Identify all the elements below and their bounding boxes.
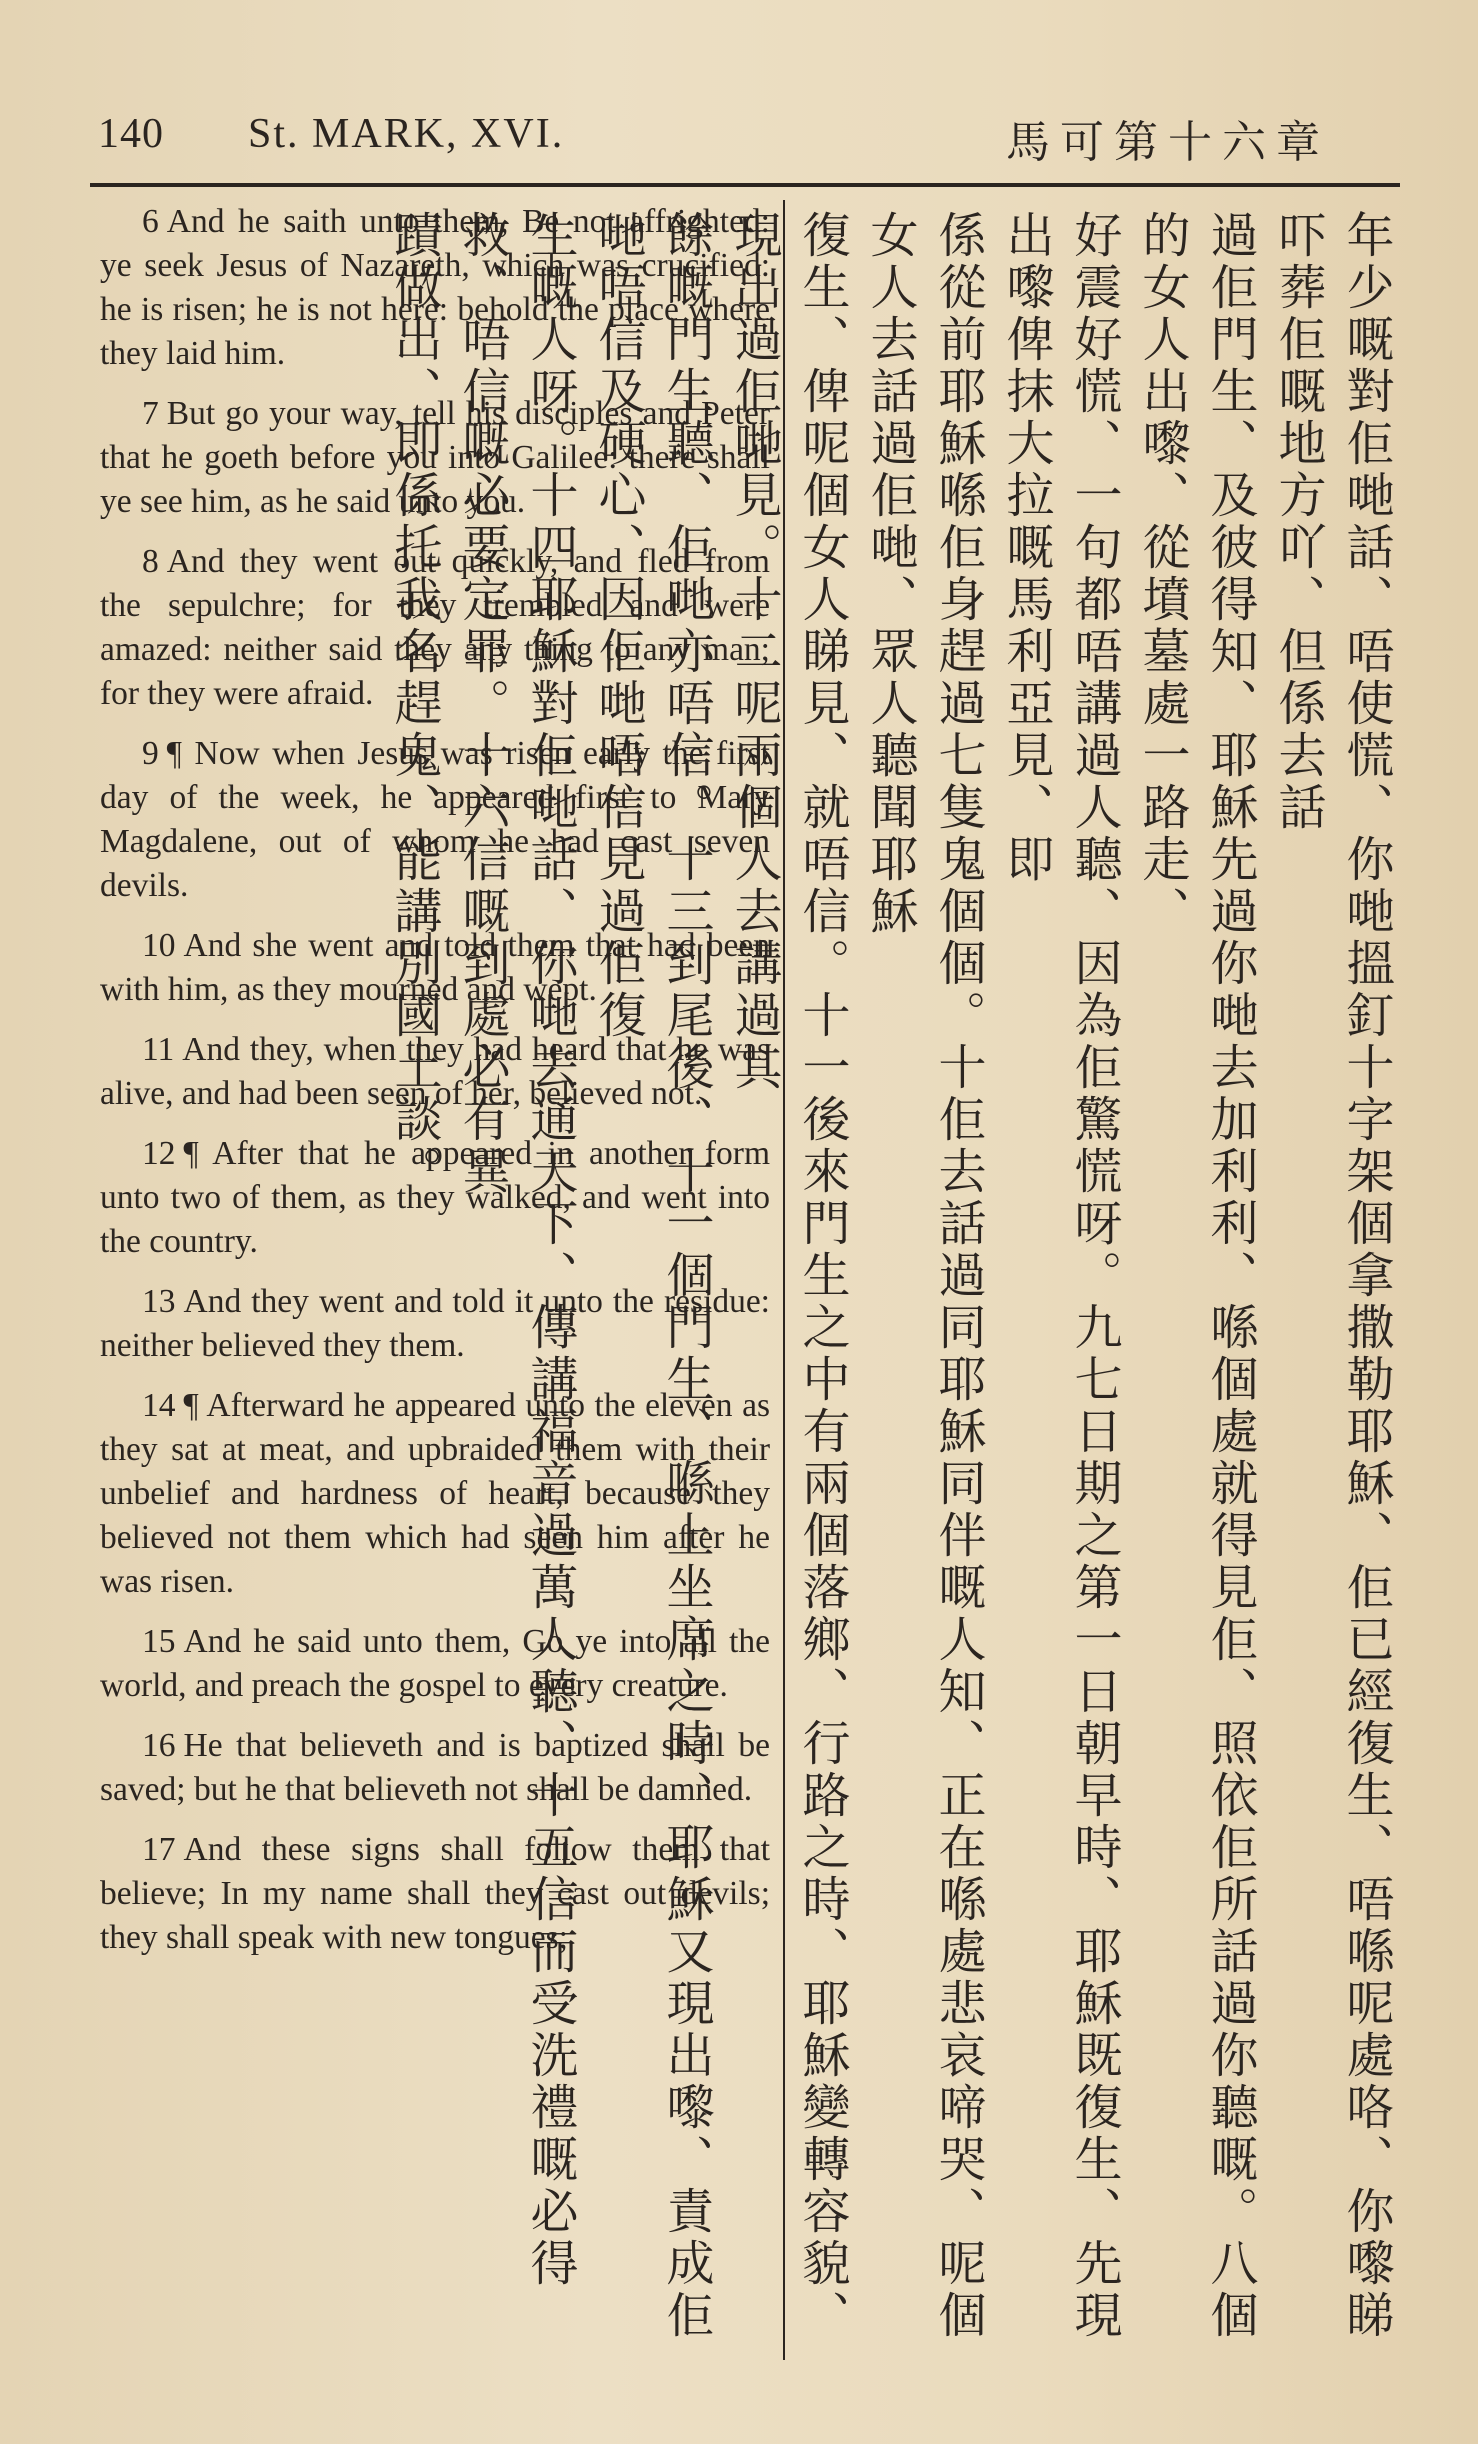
verse-number: 13 — [142, 1283, 176, 1320]
chinese-text-column: 係從前耶穌喺佢身趕過七隻鬼個個。十佢去話過同耶穌同伴嘅人知、正在喺處悲哀啼哭、呢個女人去話過佢哋、眾人聽聞耶穌 — [862, 210, 986, 2342]
verse-text: ¶ After that he appeared in another form unto two of them, as they walked, and went into the country. — [100, 1135, 770, 1260]
verse-number: 12 — [142, 1135, 176, 1172]
verse-text: And they went out quickly, and fled from the sepulchre; for they trembled and were amazed: neither said they any thing to any man; for they were afraid. — [100, 543, 770, 712]
verse-text: ¶ Now when Jesus was risen early the first day of the week, he appeared first to Mary Magdalene, out of whom he had cast seven devils. — [100, 735, 770, 904]
verse-number: 15 — [142, 1623, 176, 1660]
chinese-text-column: 年少嘅對佢哋話、唔使慌、你哋搵釘十字架個拿撒勒耶穌、佢已經復生、唔喺呢處咯、你嚟睇吓葬佢嘅地方吖、但係去話 — [1270, 210, 1394, 2342]
verse-number: 7 — [142, 395, 159, 432]
verse-number: 11 — [142, 1031, 175, 1068]
book-title: St. MARK, XVI. — [248, 111, 565, 157]
chinese-chapter-title: 馬可第十六章 — [1006, 117, 1330, 168]
page-header — [90, 100, 1330, 170]
chinese-text-column: 生嘅人呀。十四耶穌對佢哋話、你哋去通天下、傳講福音過萬人聽、十五信而受洗禮嘅必得救、唔信嘅必要定罪。十六信嘅到處必有異 — [454, 210, 578, 2290]
verse-text: And he said unto them, Go ye into all the world, and preach the gospel to every creature. — [100, 1623, 770, 1704]
verse-number: 14 — [142, 1387, 176, 1424]
verse-number: 9 — [142, 735, 159, 772]
header-rule — [90, 183, 1400, 187]
verse-text: He that believeth and is baptized shall be saved; but he that believeth not shall be damned. — [100, 1727, 770, 1808]
chinese-text-column: 餘嘅門生聽、佢哋亦唔信。十三到尾後、十一個門生、喺上坐席之時、耶穌又現出嚟、責成佢哋唔信及硬心、因佢哋唔信見過佢復 — [590, 210, 714, 2342]
verse-text: And she went and told them that had been with him, as they mourned and wept. — [100, 927, 770, 1008]
verse-number: 6 — [142, 203, 159, 240]
verse-text: And they, when they had heard that he was alive, and had been seen of her, believed not. — [100, 1031, 770, 1112]
verse-text: And these signs shall follow them that believe; In my name shall they cast out devils; they shall speak with new tongues; — [100, 1831, 770, 1956]
chinese-text-column: 好震好慌、一句都唔講過人聽、因為佢驚慌呀。九七日期之第一日朝早時、耶穌既復生、先現出嚟俾抹大拉嘅馬利亞見、即 — [998, 210, 1122, 2342]
verse-number: 10 — [142, 927, 176, 964]
page-number: 140 — [98, 111, 164, 157]
verse-text: And he saith unto them, Be not affrighted: ye seek Jesus of Nazareth, which was crucified: he is risen; he is not here: behold the place where they laid him. — [100, 203, 770, 372]
verse-number: 17 — [142, 1831, 176, 1868]
verse-number: 16 — [142, 1727, 176, 1764]
chinese-text-column: 復生、俾呢個女人睇見、就唔信。十一後來門生之中有兩個落鄉、行路之時、耶穌變轉容貌、現出過佢哋見。十二呢兩個人去講過其 — [726, 210, 850, 2342]
chinese-text-column: 蹟做出、即係托我名趕鬼、能講別國土談。 — [386, 210, 442, 1198]
verse-text: ¶ Afterward he appeared unto the eleven as they sat at meat, and upbraided them with their unbelief and hardness of heart, because they believed not them which had seen him after he was risen. — [100, 1387, 770, 1600]
verse-text: But go your way, tell his disciples and Peter that he goeth before you into Galilee: there shall ye see him, as he said unto you. — [100, 395, 770, 520]
verse-text: And they went and told it unto the residue: neither believed they them. — [100, 1283, 770, 1364]
chinese-text-column: 過佢門生、及彼得知、耶穌先過你哋去加利利、喺個處就得見佢、照依佢所話過你聽嘅。八個的女人出嚟、從墳墓處一路走、 — [1134, 210, 1258, 2342]
verse-number: 8 — [142, 543, 159, 580]
